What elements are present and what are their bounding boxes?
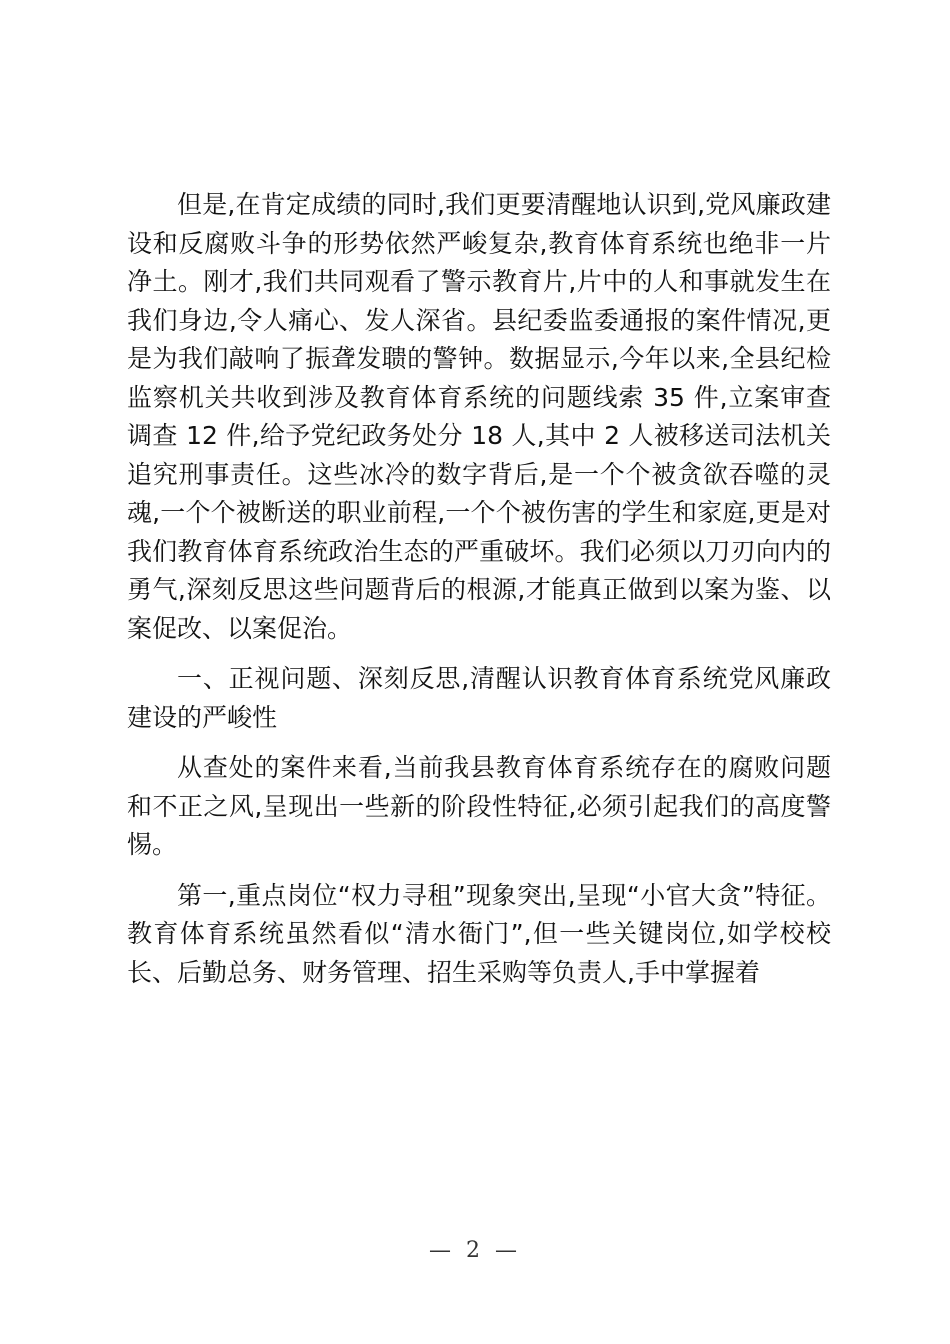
paragraph-situation: 但是,在肯定成绩的同时,我们更要清醒地认识到,党风廉政建设和反腐败斗争的形势依然严峻复杂,教育体育系统也绝非一片净土。刚才,我们共同观看了警示教育片,片中的人和事就发生在我们身边,令人痛心、发人深省。县纪委监委通报的案件情况,更是为我们敲响了振聋发聩的警钟。数据显示,今年以来,全县纪检监察机关共收到涉及教育体育系统的问题线索 35 件,立案审查调查 12 件,给予党纪政务处分 18 人,其中 2 人被移送司法机关追究刑事责任。这些冰冷的数字背后,是一个个被贪欲吞噬的灵魂,一个个被断送的职业前程,一个个被伤害的学生和家庭,更是对我们教育体育系统政治生态的严重破坏。我们必须以刀刃向内的勇气,深刻反思这些问题背后的根源,才能真正做到以案为鉴、以案促改、以案促治。 — [127, 190, 831, 643]
paragraph-case-overview: 从查处的案件来看,当前我县教育体育系统存在的腐败问题和不正之风,呈现出一些新的阶段性特征,必须引起我们的高度警惕。 — [127, 753, 831, 859]
paragraph-point-one: 第一,重点岗位“权力寻租”现象突出,呈现“小官大贪”特征。教育体育系统虽然看似“清水衙门”,但一些关键岗位,如学校校长、后勤总务、财务管理、招生采购等负责人,手中掌握着 — [127, 880, 831, 987]
page-number: — 2 — — [429, 1238, 521, 1263]
document-body — [127, 186, 831, 992]
section-heading-1: 一、正视问题、深刻反思,清醒认识教育体育系统党风廉政建设的严峻性 — [127, 664, 831, 732]
